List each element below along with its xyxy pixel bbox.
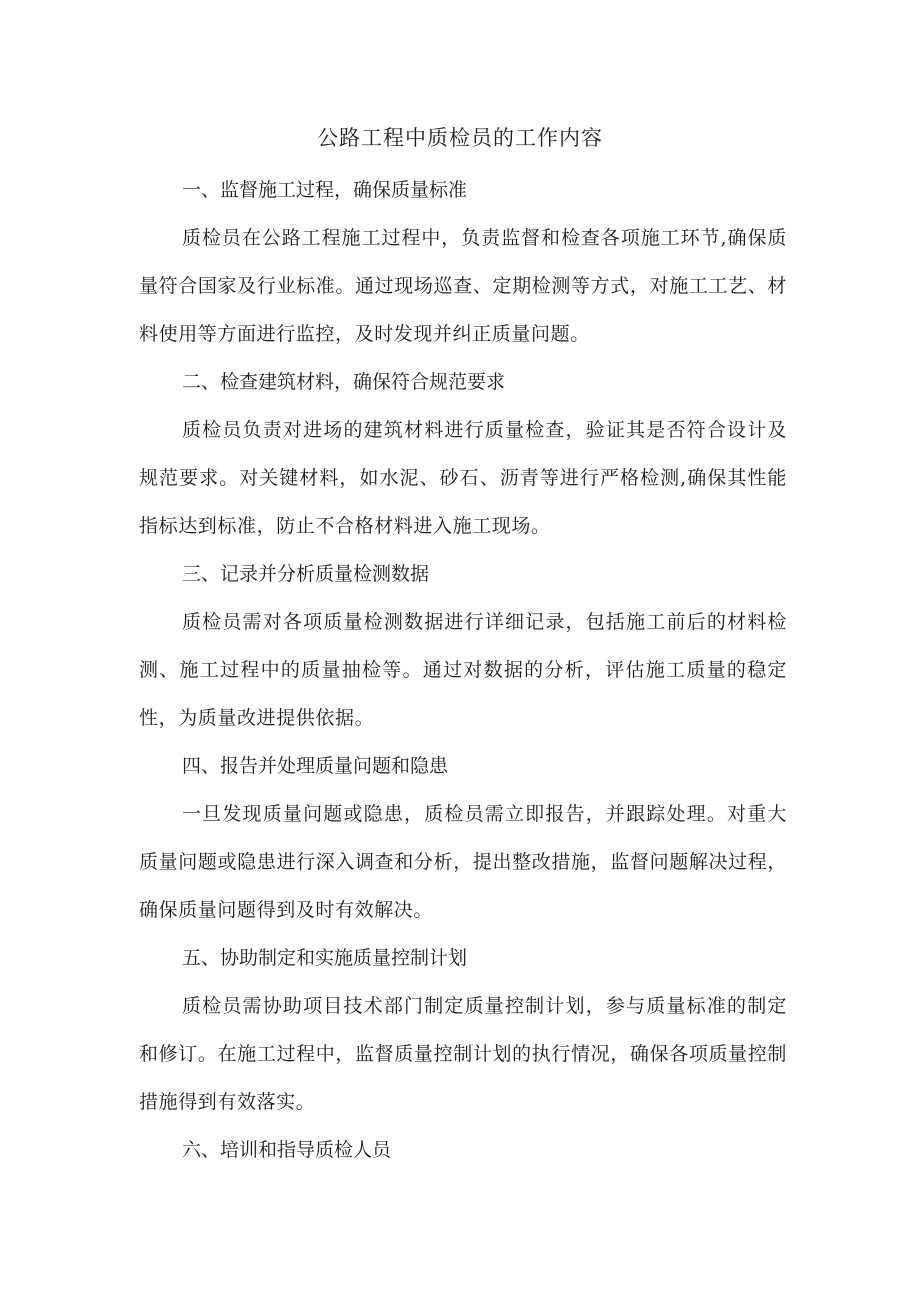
section-paragraph-3: 质检员需对各项质量检测数据进行详细记录，包括施工前后的材料检测、施工过程中的质量抽检等。通过对数据的分析，评估施工质量的稳定性，为质量改进提供依据。 <box>139 611 787 729</box>
section-heading-2: 二、检查建筑材料，确保符合规范要求 <box>182 371 506 393</box>
section-heading-1: 一、监督施工过程，确保质量标准 <box>182 179 468 201</box>
document-body <box>139 166 787 1174</box>
document-title: 公路工程中质检员的工作内容 <box>317 126 603 150</box>
section-heading-3: 三、记录并分析质量检测数据 <box>182 563 430 585</box>
section-paragraph-2: 质检员负责对进场的建筑材料进行质量检查，验证其是否符合设计及规范要求。对关键材料，如水泥、砂石、沥青等进行严格检测,确保其性能指标达到标准，防止不合格材料进入施工现场。 <box>139 419 787 537</box>
section-heading-6: 六、培训和指导质检人员 <box>182 1139 392 1161</box>
section-paragraph-1: 质检员在公路工程施工过程中，负责监督和检查各项施工环节,确保质量符合国家及行业标准。通过现场巡查、定期检测等方式，对施工工艺、材料使用等方面进行监控，及时发现并纠正质量问题。 <box>139 227 787 345</box>
section-heading-4: 四、报告并处理质量问题和隐患 <box>182 755 449 777</box>
section-paragraph-5: 质检员需协助项目技术部门制定质量控制计划，参与质量标准的制定和修订。在施工过程中，监督质量控制计划的执行情况，确保各项质量控制措施得到有效落实。 <box>139 995 787 1113</box>
section-paragraph-4: 一旦发现质量问题或隐患，质检员需立即报告，并跟踪处理。对重大质量问题或隐患进行深入调查和分析，提出整改措施，监督问题解决过程，确保质量问题得到及时有效解决。 <box>139 803 787 921</box>
section-heading-5: 五、协助制定和实施质量控制计划 <box>182 947 468 969</box>
